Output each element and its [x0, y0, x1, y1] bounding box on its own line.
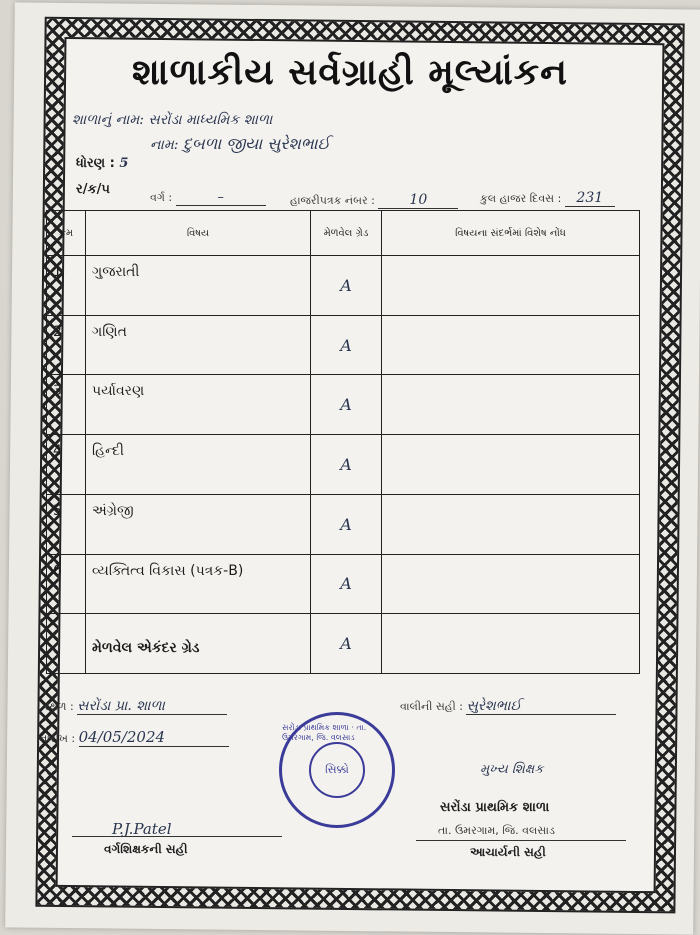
row-subject: અંગ્રેજી [86, 494, 311, 554]
table-row [47, 375, 640, 435]
class-label: ધોરણ : [76, 156, 115, 171]
school-stamp [279, 712, 395, 828]
row-serial: 4 [47, 435, 86, 495]
parent-sign-row [400, 698, 616, 715]
school-name-row [72, 112, 272, 128]
principal-school: સરોંડા પ્રાથમિક શાળા [440, 800, 550, 815]
table-row [47, 554, 640, 614]
total-serial [47, 614, 86, 674]
date-value: 04/05/2024 [79, 728, 229, 747]
row-serial: 5 [47, 494, 86, 554]
header-subject: વિષય [86, 211, 311, 256]
stamp-center: સિક્કો [309, 742, 365, 798]
row-serial: 6 [47, 554, 86, 614]
table-row [47, 435, 640, 495]
attendance-label: કુલ હાજર દિવસ : [480, 192, 562, 205]
roll-value: 10 [378, 192, 458, 209]
header-serial: ક્રમ [47, 211, 86, 256]
table-header-row [47, 211, 640, 256]
row-grade: A [311, 256, 382, 316]
principal-place: તા. ઉમરગામ, જિ. વલસાડ [438, 824, 555, 837]
row-subject: વ્યક્તિત્વ વિકાસ (પત્રક-B) [86, 554, 311, 614]
table-row [47, 256, 640, 316]
principal-signature: મુખ્ય શિક્ષક [480, 762, 544, 777]
total-note [382, 614, 640, 674]
row-grade: A [311, 554, 382, 614]
total-label: મેળવેલ એકંદર ગ્રેડ [86, 614, 311, 674]
division-value: – [176, 190, 266, 206]
row-serial: 1 [47, 256, 86, 316]
table-row [47, 315, 640, 375]
principal-sign-label: આચાર્યની સહી [470, 845, 546, 859]
teacher-signature: P.J.Patel [112, 820, 172, 838]
name-label: નામ: [150, 137, 179, 153]
parent-sign-label: વાલીની સહી : [400, 700, 463, 713]
row-note [382, 256, 640, 316]
division-row [150, 190, 266, 206]
row-serial: 3 [47, 375, 86, 435]
header-note: વિષયના સંદર્ભમાં વિશેષ નોંધ [382, 211, 640, 256]
place-label: સ્થળ : [44, 700, 74, 713]
teacher-sign-line [72, 836, 282, 837]
date-label: તારીખ : [40, 732, 76, 745]
header-grade: મેળવેલ ગ્રેડ [311, 211, 382, 256]
teacher-sign-label: વર્ગશિક્ષકની સહી [104, 842, 188, 856]
row-grade: A [311, 375, 382, 435]
total-row [47, 614, 640, 674]
parent-sign-value: સુરેશભાઈ [466, 698, 616, 715]
principal-sign-line [416, 840, 626, 841]
place-value: સરોંડા પ્રા. શાળા [77, 698, 227, 715]
row-subject: હિન્દી [86, 435, 311, 495]
division-label: વર્ગ : [150, 191, 173, 204]
row-grade: A [311, 315, 382, 375]
row-note [382, 554, 640, 614]
stamp-ring-text: સરોંડા પ્રાથમિક શાળા · તા. ઉમરગામ, જિ. વલસાડ [282, 723, 367, 742]
row-note [382, 494, 640, 554]
row-note [382, 435, 640, 495]
roll-row [290, 192, 458, 209]
total-grade: A [311, 614, 382, 674]
page-title: શાળાકીય સર્વગ્રાહી મૂલ્યાંકન [132, 52, 568, 93]
row-note [382, 375, 640, 435]
attendance-value: 231 [565, 190, 615, 207]
row-subject: ગણિત [86, 315, 311, 375]
student-name-row [150, 134, 330, 154]
place-row [44, 698, 227, 715]
class-value: 5 [119, 156, 129, 171]
grade-table [46, 210, 640, 674]
class-row [76, 156, 128, 171]
table-row [47, 494, 640, 554]
roll-label: હાજરીપત્રક નંબર : [290, 194, 375, 207]
date-row [40, 728, 229, 747]
row-note [382, 315, 640, 375]
student-name: દુબળા જીયા સુરેશભાઈ [182, 134, 330, 153]
attendance-row [480, 190, 615, 207]
row-grade: A [311, 435, 382, 495]
school-label: શાળાનું નામ: [72, 112, 144, 128]
row-serial: 2 [47, 315, 86, 375]
row-subject: પર્યાવરણ [86, 375, 311, 435]
row-subject: ગુજરાતી [86, 256, 311, 316]
school-name: સરોંડા માધ્યમિક શાળા [148, 112, 273, 128]
code-label: ર/ક/૫ [76, 182, 110, 197]
row-grade: A [311, 494, 382, 554]
